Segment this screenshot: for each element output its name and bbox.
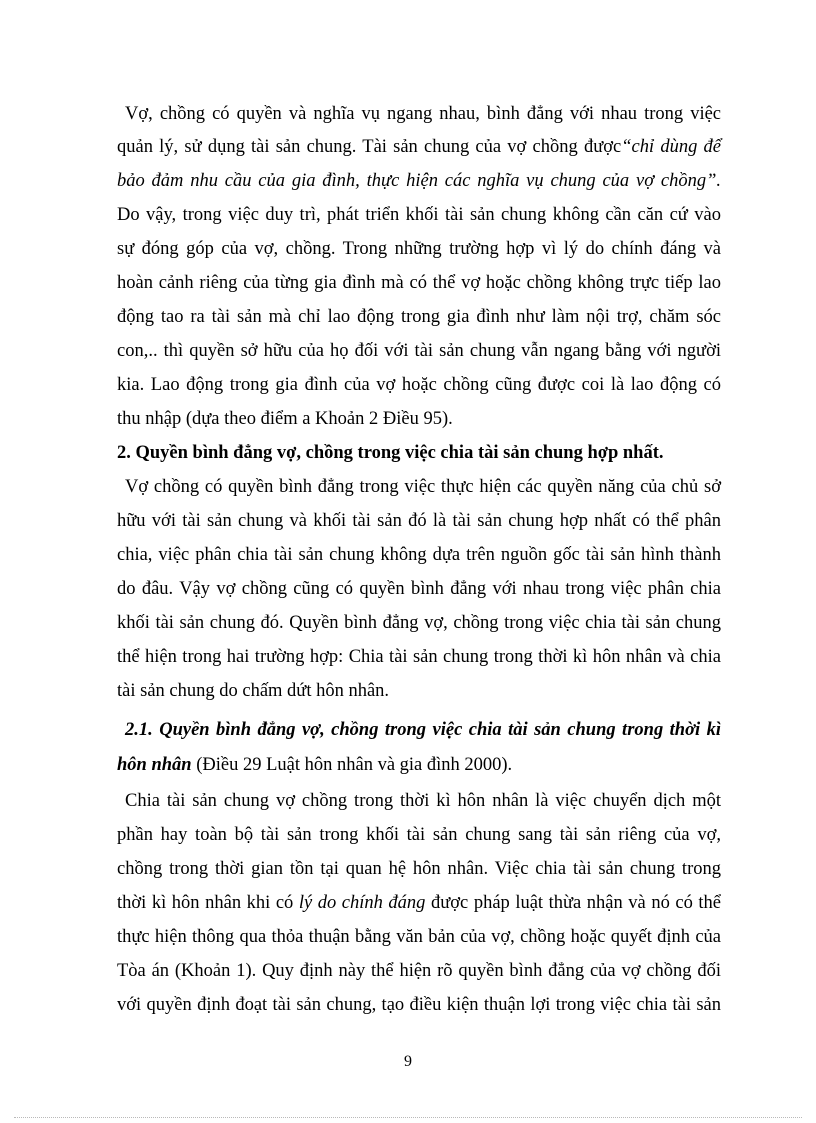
paragraph-3-line-2: phần hay toàn bộ tài sản trong khối tài sản chung sang tài sản riêng của vợ, <box>117 825 721 845</box>
page-bottom-dotted-rule <box>14 1117 802 1118</box>
paragraph-3-line-4-start: thời kì hôn nhân khi có <box>117 893 299 913</box>
paragraph-1-line-5: sự đóng góp của vợ, chồng. Trong những trường hợp vì lý do chính đáng và <box>117 239 721 259</box>
paragraph-2-line-2: hữu với tài sản chung và khối tài sản đó là tài sản chung hợp nhất có thể phân <box>117 511 721 531</box>
paragraph-2-line-4: do đâu. Vậy vợ chồng cũng có quyền bình đẳng với nhau trong việc phân chia <box>117 579 721 599</box>
paragraph-3-line-4-end: được pháp luật thừa nhận và nó có thể <box>425 893 721 913</box>
paragraph-3-line-6: Tòa án (Khoản 1). Quy định này thể hiện rõ quyền bình đẳng của vợ chồng đối <box>117 961 721 981</box>
paragraph-3-line-3: chồng trong thời gian tồn tại quan hệ hôn nhân. Việc chia tài sản chung trong <box>117 859 721 879</box>
paragraph-3-line-5: thực hiện thông qua thỏa thuận bằng văn bản của vợ, chồng hoặc quyết định của <box>117 927 721 947</box>
paragraph-1-line-3-quote: bảo đảm nhu cầu của gia đình, thực hiện các nghĩa vụ chung của vợ chồng”. <box>117 171 721 191</box>
paragraph-1-line-7: động tao ra tài sản mà chỉ lao động trong gia đình như làm nội trợ, chăm sóc <box>117 307 721 327</box>
page-number: 9 <box>404 1053 412 1070</box>
paragraph-2-line-7: tài sản chung do chấm dứt hôn nhân. <box>117 681 390 701</box>
section-heading-2: 2. Quyền bình đẳng vợ, chồng trong việc chia tài sản chung hợp nhất. <box>117 443 664 463</box>
paragraph-1-line-4: Do vậy, trong việc duy trì, phát triển khối tài sản chung không cần căn cứ vào <box>117 205 721 225</box>
subsection-heading-2-1-line-2 <box>117 750 721 780</box>
paragraph-1-line-9: kia. Lao động trong gia đình của vợ hoặc chồng cũng được coi là lao động có <box>117 375 721 395</box>
paragraph-3-line-4 <box>117 888 721 918</box>
subsection-heading-2-1-line-1: 2.1. Quyền bình đẳng vợ, chồng trong việc chia tài sản chung trong thời kì <box>125 720 721 740</box>
paragraph-2-line-6: thể hiện trong hai trường hợp: Chia tài sản chung trong thời kì hôn nhân và chia <box>117 647 721 667</box>
paragraph-2-line-5: khối tài sản chung đó. Quyền bình đẳng vợ, chồng trong việc chia tài sản chung <box>117 613 721 633</box>
paragraph-3-line-1: Chia tài sản chung vợ chồng trong thời kì hôn nhân là việc chuyển dịch một <box>125 791 721 811</box>
paragraph-1-line-2 <box>117 132 721 162</box>
subsection-heading-2-1-end: hôn nhân <box>117 755 192 775</box>
paragraph-2-line-1: Vợ chồng có quyền bình đẳng trong việc thực hiện các quyền năng của chủ sở <box>125 477 721 497</box>
phrase-ly-do-chinh-dang: lý do chính đáng <box>298 893 426 913</box>
paragraph-1-line-2-text: quản lý, sử dụng tài sản chung. Tài sản chung của vợ chồng được <box>117 137 622 157</box>
paragraph-1-line-10: thu nhập (dựa theo điểm a Khoản 2 Điều 95). <box>117 409 453 429</box>
paragraph-1-line-6: hoàn cảnh riêng của từng gia đình mà có thể vợ hoặc chồng không trực tiếp lao <box>117 273 721 293</box>
paragraph-1-line-1: Vợ, chồng có quyền và nghĩa vụ ngang nhau, bình đẳng với nhau trong việc <box>125 104 721 124</box>
subsection-heading-2-1-reference: (Điều 29 Luật hôn nhân và gia đình 2000). <box>191 755 513 775</box>
quote-start: “chỉ dùng để <box>621 137 721 157</box>
paragraph-2-line-3: chia, việc phân chia tài sản chung không dựa trên nguồn gốc tài sản hình thành <box>117 545 721 565</box>
paragraph-1-line-8: con,.. thì quyền sở hữu của họ đối với tài sản chung vẫn ngang bằng với người <box>117 341 721 361</box>
paragraph-3-line-7: với quyền định đoạt tài sản chung, tạo điều kiện thuận lợi trong việc chia tài sản <box>117 995 721 1015</box>
